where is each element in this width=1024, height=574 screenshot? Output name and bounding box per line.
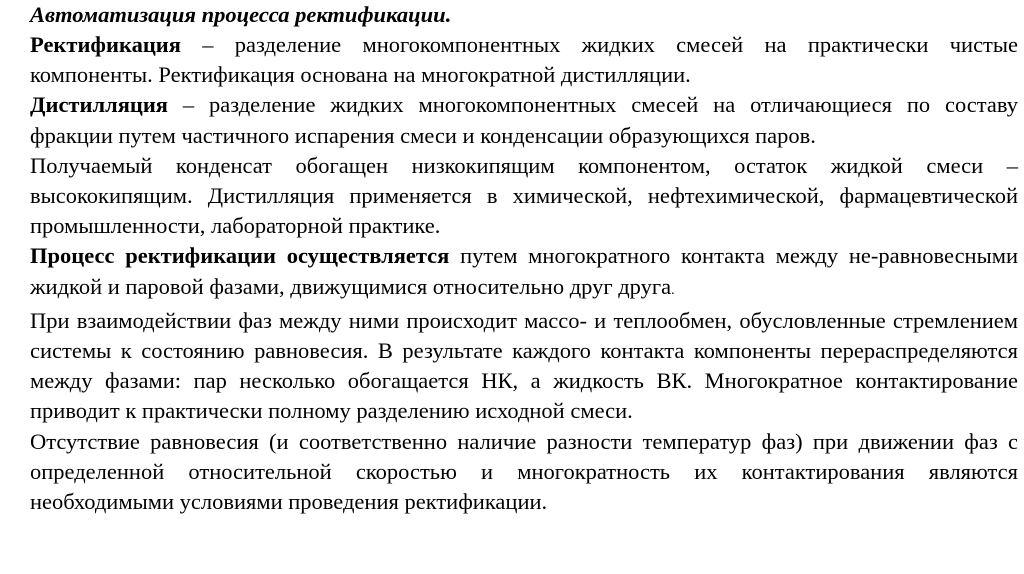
interaction-text: При взаимодействии фаз между ними происходит массо- и теплообмен, обусловленные стремлением системы к состоянию равновесия. В результате каждого контакта компоненты перераспределяются между фазами: пар несколько обогащается НК, а жидкость ВК. Многократное контактирование приводит к практически полному разделению исходной смеси. — [30, 307, 1018, 424]
paragraph-distillation — [30, 90, 1018, 150]
paragraph-rectification — [30, 30, 1018, 90]
term-distillation: Дистилляция — [30, 92, 168, 118]
process-text: путем многократного контакта между не-равновесными жидкой и паровой фазами, движущимися относительно друг друга — [30, 243, 1018, 299]
absence-text: Отсутствие равновесия (и соответственно наличие разности температур фаз) при движении фаз с определенной относительной скоростью и многократность их контактирования являются необходимыми условиями проведения ректификации. — [30, 428, 1018, 515]
term-process: Процесс ректификации осуществляется — [30, 243, 450, 269]
process-end-dot: . — [671, 282, 675, 298]
paragraph-process — [30, 241, 1018, 305]
page-title: Автоматизация процесса ректификации. — [30, 2, 452, 27]
term-rectification: Ректификация — [30, 32, 181, 57]
paragraph-condensate — [30, 151, 1018, 242]
paragraph-absence — [30, 427, 1018, 518]
document-body — [30, 0, 1018, 517]
definition-distillation: – разделение жидких многокомпонентных смесей на отличающиеся по составу фракции путем частичного испарения смеси и конденсации образующихся паров. — [30, 92, 1018, 148]
definition-rectification: – разделение многокомпонентных жидких смесей на практически чистые компоненты. Ректификация основана на многократной дистилляции. — [30, 32, 1018, 88]
paragraph-interaction — [30, 306, 1018, 427]
condensate-text: Получаемый конденсат обогащен низкокипящим компонентом, остаток жидкой смеси – высококипящим. Дистилляция применяется в химической, нефтехимической, фармацевтической промышленности, лабораторной практике. — [30, 152, 1018, 239]
